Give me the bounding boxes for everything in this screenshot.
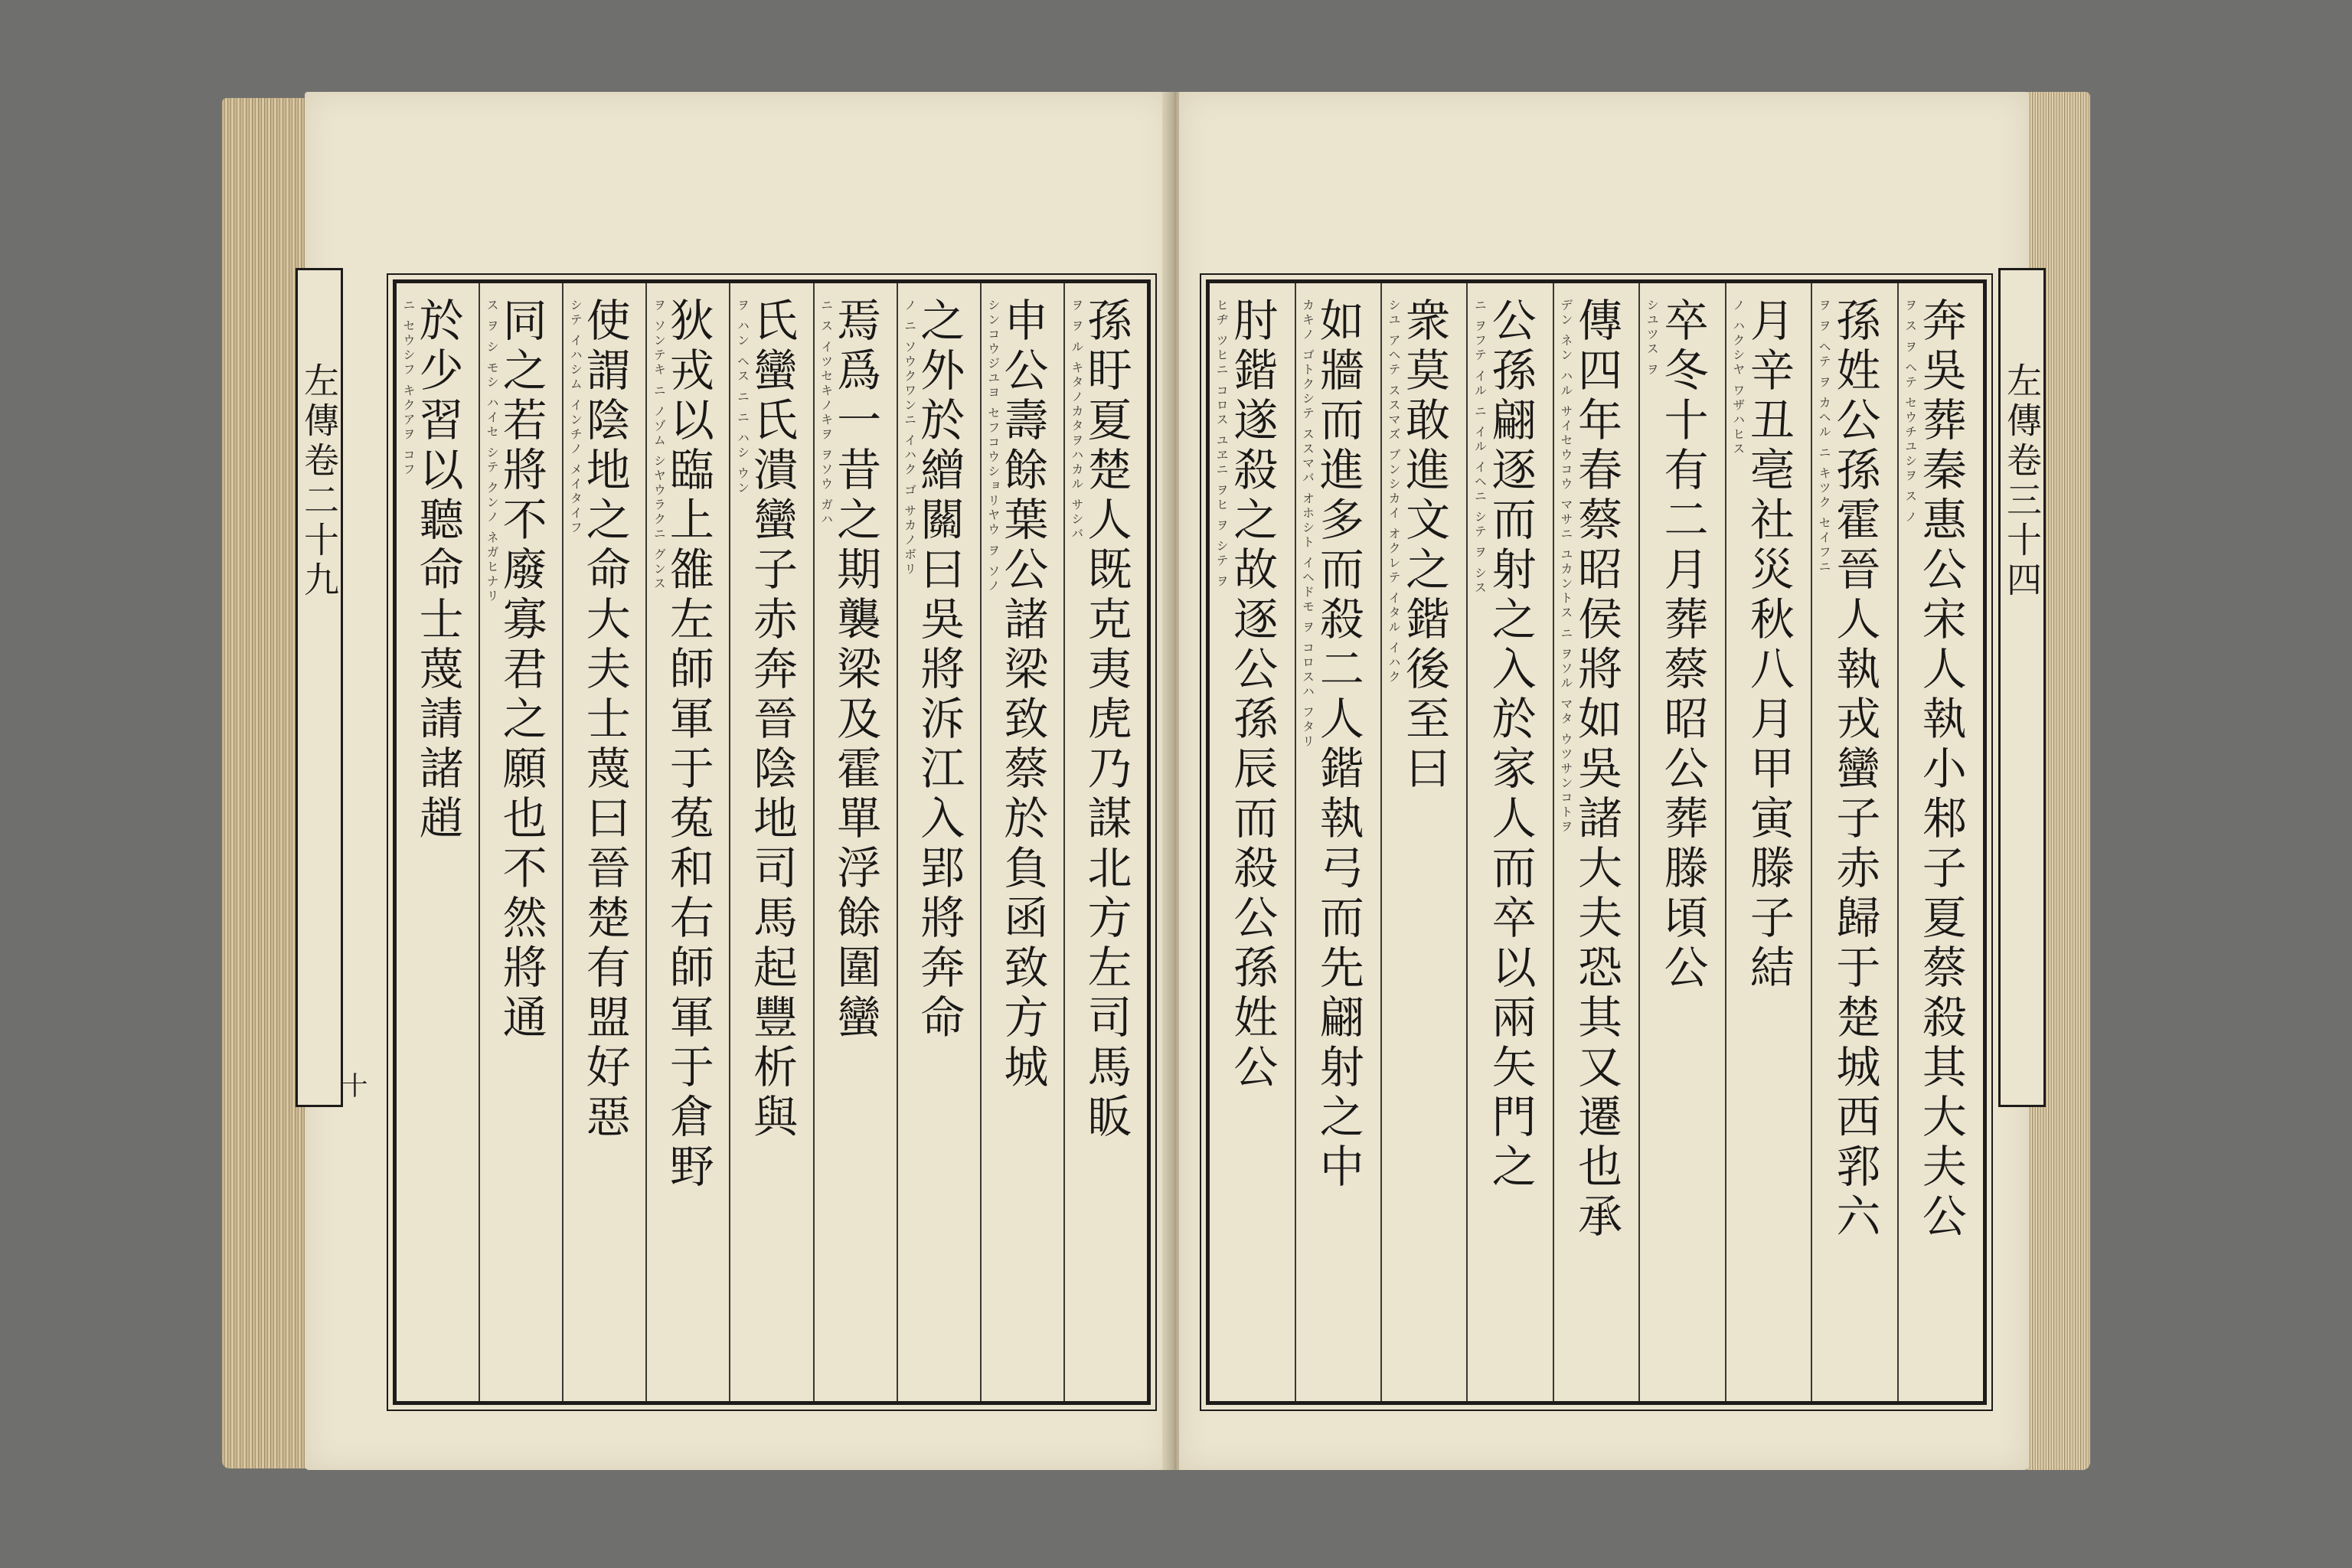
left-columns bbox=[397, 283, 1147, 1401]
left-text-frame bbox=[393, 279, 1151, 1405]
text-column bbox=[1210, 283, 1294, 1401]
column-text: 申公壽餘葉公諸梁致蔡於負函致方城 bbox=[996, 297, 1049, 1093]
text-column bbox=[1466, 283, 1552, 1401]
column-text: 狄戎以臨上雒左師軍于菟和右師軍于倉野 bbox=[662, 297, 714, 1193]
column-text: 氏蠻氏潰蠻子赤奔晉陰地司馬起豐析與 bbox=[746, 297, 798, 1143]
column-text: 衆莫敢進文之鍇後至曰 bbox=[1398, 297, 1451, 795]
text-column bbox=[1897, 283, 1983, 1401]
furigana-annotation: ヒヂ ツヒニ コロス ユヱニ ヲヒ ヲ シテ ヲ bbox=[1214, 299, 1230, 590]
column-text: 之外於繒關曰吳將泝江入郢將奔命 bbox=[913, 297, 965, 1044]
furigana-annotation: シテ イハシム インチノ メイタイフ bbox=[568, 299, 583, 536]
text-column bbox=[1725, 283, 1811, 1401]
folio-number: 十 bbox=[337, 1072, 368, 1098]
furigana-annotation: ノ ニ ソウクワンニ イハク ゴ サカノボリ bbox=[902, 299, 917, 577]
column-text: 孫姓公孫霍晉人執戎蠻子赤歸于楚城西郛六 bbox=[1828, 297, 1881, 1243]
right-text-frame bbox=[1206, 279, 1987, 1405]
volume-title: 左傳卷二十九 bbox=[299, 362, 340, 601]
furigana-annotation: ス ヲ シ モシ ハイセ シテ クンノ ネガヒナリ bbox=[485, 299, 500, 604]
text-column bbox=[813, 283, 897, 1401]
text-column bbox=[897, 283, 980, 1401]
text-column bbox=[645, 283, 729, 1401]
volume-title: 左傳卷三十四 bbox=[2001, 362, 2043, 601]
furigana-annotation: ヲ ヲ ヘテ ヲ カヘル ニ キツク セイフニ bbox=[1817, 299, 1832, 575]
furigana-annotation: ノ ハクシヤ ワザハヒス bbox=[1730, 299, 1746, 457]
left-page bbox=[299, 92, 1171, 1470]
text-column bbox=[1553, 283, 1638, 1401]
column-text: 孫盱夏楚人既克夷虎乃謀北方左司馬眅 bbox=[1080, 297, 1132, 1143]
text-column bbox=[1380, 283, 1466, 1401]
furigana-annotation: ニ セウシフ キクアヲ コフ bbox=[401, 299, 416, 478]
furigana-annotation: シンコウジユヨ セフコウショリヤウ ヲ ソノ bbox=[985, 299, 1001, 594]
column-text: 使謂陰地之命大夫士蔑曰晉楚有盟好惡 bbox=[578, 297, 631, 1143]
column-text: 同之若將不廢寡君之願也不然將通 bbox=[495, 297, 547, 1044]
text-column bbox=[1063, 283, 1147, 1401]
text-column bbox=[1295, 283, 1380, 1401]
furigana-annotation: ニ ス イツセキノキヲ ヲソウ ガハ bbox=[818, 299, 834, 528]
furigana-annotation: シユ アヘテ ススマズ ブンシカイ オクレテ イタル イハク bbox=[1386, 299, 1401, 685]
text-column bbox=[729, 283, 812, 1401]
furigana-annotation: ヲ ヲ ル キタノカタヲハカル サシバ bbox=[1069, 299, 1084, 542]
column-text: 月辛丑亳社災秋八月甲寅滕子結 bbox=[1742, 297, 1795, 994]
column-text: 於少習以聽命士蔑請諸趙 bbox=[411, 297, 464, 844]
column-text: 卒冬十有二月葬蔡昭公葬滕頃公 bbox=[1656, 297, 1709, 994]
column-text: 如牆而進多而殺二人鍇執弓而先翩射之中 bbox=[1312, 297, 1364, 1193]
text-column bbox=[562, 283, 645, 1401]
text-column bbox=[1638, 283, 1724, 1401]
open-book bbox=[222, 84, 2090, 1478]
text-column bbox=[397, 283, 479, 1401]
text-column bbox=[479, 283, 562, 1401]
furigana-annotation: デン ネン ハル サイセウコウ マサニ ユカントス ニ ヲソル マタ ウツサンコトヲ bbox=[1558, 299, 1573, 835]
text-column bbox=[1811, 283, 1896, 1401]
furigana-annotation: カキノ ゴトクシテ ススマバ オホシト イヘドモ ヲ コロスハ フタリ bbox=[1300, 299, 1315, 750]
furigana-annotation: ヲ ハン ヘス ニ ニ ハシ ウン bbox=[735, 299, 750, 496]
right-volume-label bbox=[1998, 268, 2046, 1107]
column-text: 傳四年春蔡昭侯將如吳諸大夫恐其又遷也承 bbox=[1570, 297, 1623, 1243]
column-text: 肘鍇遂殺之故逐公孫辰而殺公孫姓公 bbox=[1226, 297, 1279, 1093]
left-volume-label bbox=[296, 268, 343, 1107]
furigana-annotation: ヲ ス ヲ ヘテ セウチユシヲ ス ノ bbox=[1903, 299, 1918, 525]
text-column bbox=[980, 283, 1063, 1401]
right-columns bbox=[1210, 283, 1983, 1401]
right-page bbox=[1179, 92, 2043, 1470]
furigana-annotation: ヲ ソンテキ ニ ノゾム シヤウラクニ グンス bbox=[652, 299, 667, 592]
furigana-annotation: シユツス ヲ bbox=[1645, 299, 1660, 378]
furigana-annotation: ニ ヲフテ イル ニ イル イヘニ シテ ヲ シス bbox=[1472, 299, 1488, 596]
column-text: 公孫翩逐而射之入於家人而卒以兩矢門之 bbox=[1484, 297, 1537, 1193]
column-text: 奔吳葬秦惠公宋人執小邾子夏蔡殺其大夫公 bbox=[1914, 297, 1967, 1243]
column-text: 焉爲一昔之期襲梁及霍單浮餘圍蠻 bbox=[829, 297, 882, 1044]
